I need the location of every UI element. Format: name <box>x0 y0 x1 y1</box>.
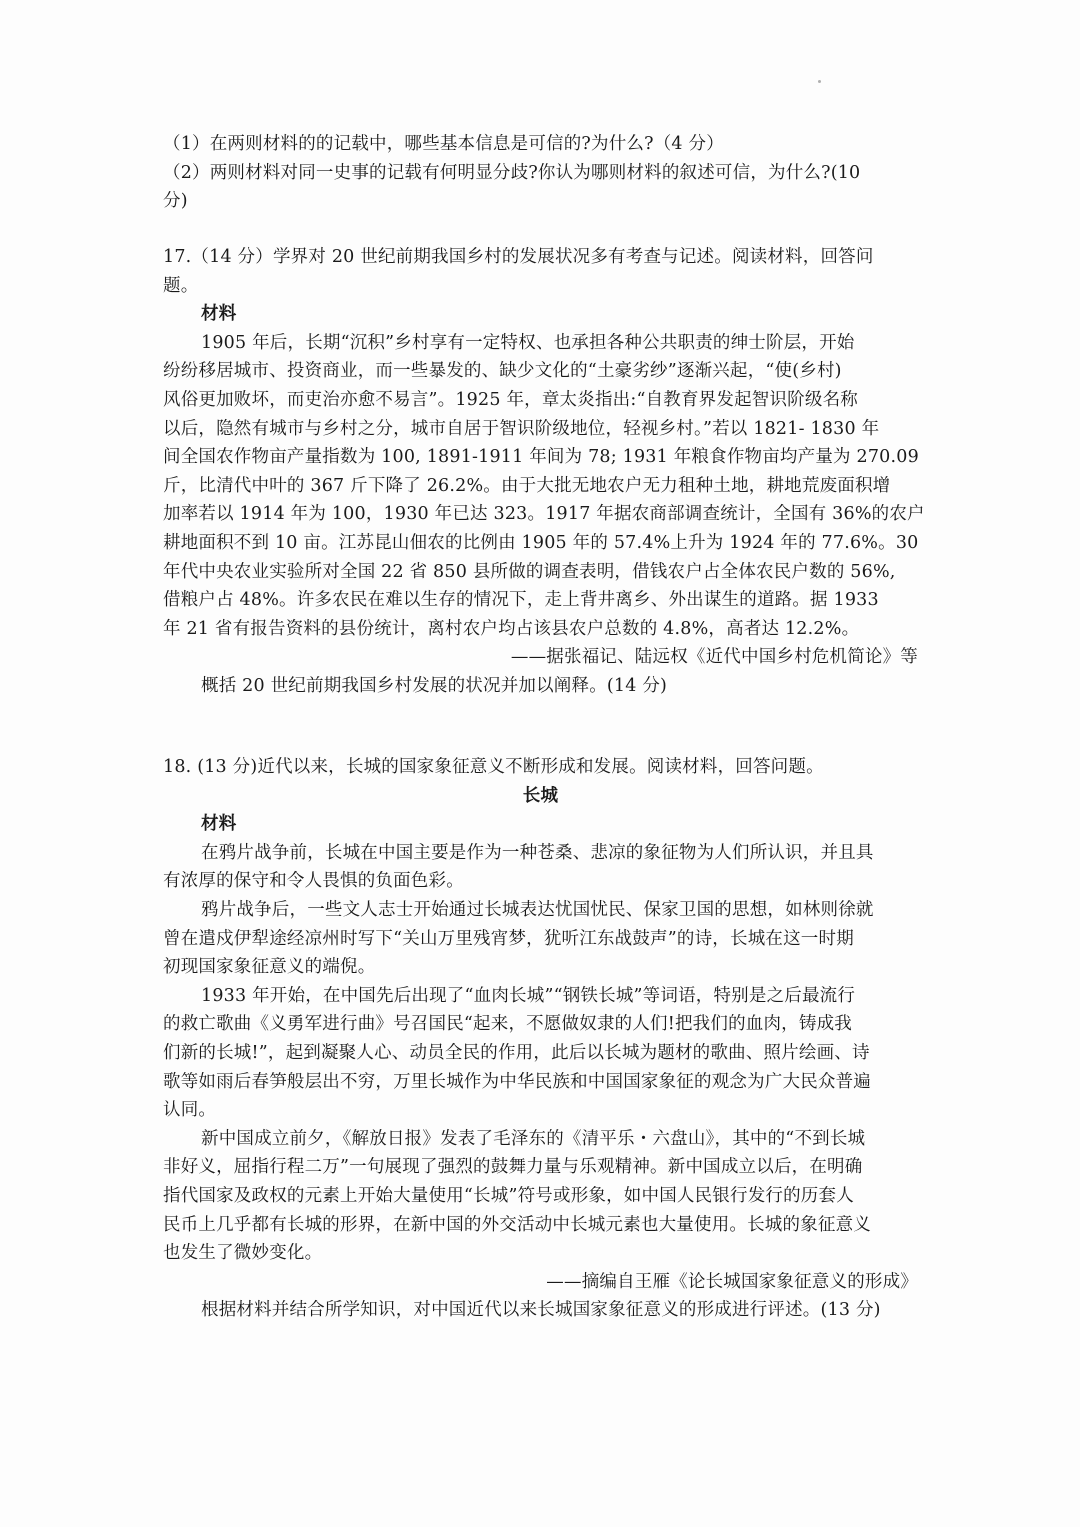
q17-material-line: 借粮户占 48%。许多农民在难以生存的情况下，走上背井离乡、外出谋生的道路。据 1933 <box>163 590 879 611</box>
q17-question: 概括 20 世纪前期我国乡村发展的状况并加以阐释。(14 分) <box>201 675 668 696</box>
q18-paragraph-1-line: 在鸦片战争前，长城在中国主要是作为一种苍桑、悲凉的象征物为人们所认识，并且具 <box>201 842 874 863</box>
question-17 <box>163 243 925 701</box>
q17-material-line: 1905 年后，长期“沉积”乡村享有一定特权、也承担各种公共职责的绅士阶层，开始 <box>201 332 855 353</box>
previous-question-parts <box>163 130 918 216</box>
question-18 <box>163 753 918 1325</box>
q18-paragraph-2-line: 曾在遣戍伊犁途经凉州时写下“关山万里残宵梦，犹听江东战鼓声”的诗，长城在这一时期 <box>163 928 854 949</box>
q17-material-line: 加率若以 1914 年为 100，1930 年已达 323。1917 年据农商部调查统计，全国有 36%的农户 <box>163 504 925 525</box>
q18-paragraph-3-line: 们新的长城!”，起到凝聚人心、动员全民的作用，此后以长城为题材的歌曲、照片绘画、诗 <box>163 1042 870 1063</box>
scan-speck <box>818 80 821 83</box>
q18-paragraph-4-line: 非好义，屈指行程二万”一句展现了强烈的鼓舞力量与乐观精神。新中国成立以后，在明确 <box>163 1157 863 1178</box>
q18-paragraph-1-line: 有浓厚的保守和令人畏惧的负面色彩。 <box>163 871 464 892</box>
q18-title: 长城 <box>522 785 559 806</box>
q18-paragraph-3-line: 的救亡歌曲《义勇军进行曲》号召国民“起来，不愿做奴隶的人们!把我们的血肉，铸成我 <box>163 1014 852 1035</box>
q18-paragraph-2-line: 鸦片战争后，一些文人志士开始通过长城表达忧国忧民、保家卫国的思想，如林则徐就 <box>201 899 874 920</box>
q18-paragraph-4-line: 指代国家及政权的元素上开始大量使用“长城”符号或形象，如中国人民银行发行的历套人 <box>163 1185 854 1206</box>
sub-question-1: （1）在两则材料的的记载中，哪些基本信息是可信的?为什么?（4 分） <box>163 134 724 154</box>
q17-material-line: 以后，隐然有城市与乡村之分，城市自居于智识阶级地位，轻视乡村。”若以 1821- 1830 年 <box>163 418 880 439</box>
q17-material-line: 间全国农作物亩产量指数为 100, 1891-1911 年间为 78; 1931 年粮食作物亩均产量为 270.09 <box>163 447 919 468</box>
sub-question-2-line-1: （2）两则材料对同一史事的记载有何明显分歧?你认为哪则材料的叙述可信，为什么?(10 <box>163 162 861 183</box>
q18-paragraph-4-line: 也发生了微妙变化。 <box>163 1243 323 1264</box>
q17-material-line: 纷纷移居城市、投资商业，而一些暴发的、缺少文化的“土豪劣纱”逐渐兴起，“使(乡村) <box>163 361 842 382</box>
q17-material-label: 材料 <box>201 304 237 325</box>
q18-paragraph-4-line: 新中国成立前夕，《解放日报》发表了毛泽东的《清平乐・六盘山》，其中的“不到长城 <box>201 1128 866 1149</box>
q18-paragraph-2-line: 初现国家象征意义的端倪。 <box>163 957 376 978</box>
q18-paragraph-3-line: 1933 年开始，在中国先后出现了“血肉长城”“钢铁长城”等词语，特别是之后最流行 <box>201 985 856 1006</box>
q18-paragraph-3-line: 认同。 <box>163 1100 217 1121</box>
q17-stem-line-1: 17.（14 分）学界对 20 世纪前期我国乡村的发展状况多有考查与记述。阅读材料，回答问 <box>163 247 874 267</box>
q17-material-line: 斤，比清代中叶的 367 斤下降了 26.2%。由于大批无地农户无力租种土地，耕地荒废面积增 <box>163 475 891 496</box>
sub-question-2-line-2: 分) <box>163 191 188 212</box>
q17-material-line: 耕地面积不到 10 亩。江苏昆山佃农的比例由 1905 年的 57.4%上升为 1924 年的 77.6%。30 <box>163 532 919 553</box>
q18-question: 根据材料并结合所学知识，对中国近代以来长城国家象征意义的形成进行评述。(13 分) <box>201 1300 881 1321</box>
q18-paragraph-3-line: 歌等如雨后春笋般层出不穷，万里长城作为中华民族和中国国家象征的观念为广大民众普遍 <box>163 1071 871 1092</box>
q18-source: ——摘编自王雁《论长城国家象征意义的形成》 <box>546 1271 918 1292</box>
q18-stem: 18. (13 分)近代以来，长城的国家象征意义不断形成和发展。阅读材料，回答问题。 <box>163 757 824 777</box>
q17-material-line: 年 21 省有报告资料的县份统计，离村农户均占该县农户总数的 4.8%，高者达 12.2%。 <box>163 618 860 639</box>
q17-source: ——据张福记、陆远权《近代中国乡村危机简论》等 <box>510 647 918 668</box>
q17-material-line: 年代中央农业实验所对全国 22 省 850 县所做的调查表明，借钱农户占全体农民户数的 56%, <box>163 561 896 582</box>
q18-paragraph-4-line: 民币上几乎都有长城的形界，在新中国的外交活动中长城元素也大量使用。长城的象征意义 <box>163 1214 871 1235</box>
q17-material-line: 风俗更加败坏，而吏治亦愈不易言”。1925 年，章太炎指出:“自教育界发起智识阶级名称 <box>163 389 858 410</box>
q18-material-label: 材料 <box>201 814 237 835</box>
q17-stem-line-2: 题。 <box>163 275 199 296</box>
